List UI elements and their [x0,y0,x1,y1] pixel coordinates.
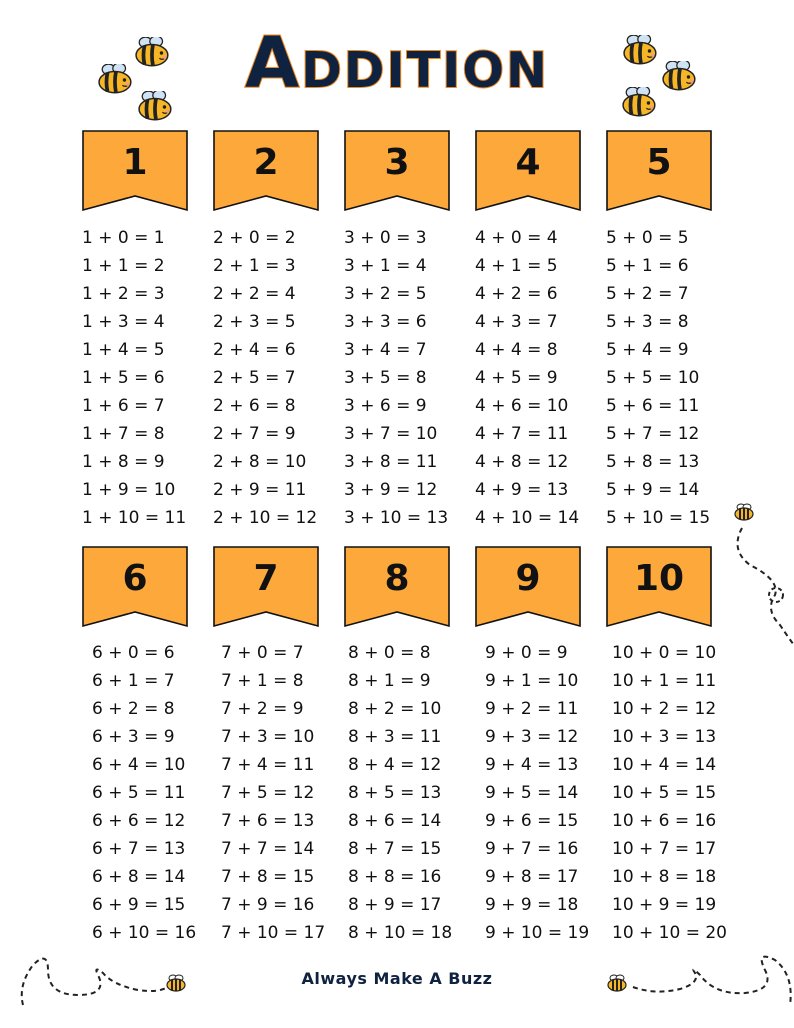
addition-fact: 3 + 10 = 13 [344,508,449,528]
addition-fact: 6 + 5 = 11 [92,783,186,803]
addition-fact: 9 + 10 = 19 [485,923,590,943]
number-banner [82,546,188,628]
fact-column-3 [344,130,474,532]
fact-list [344,224,474,532]
addition-fact: 3 + 6 = 9 [344,396,427,416]
addition-fact: 2 + 10 = 12 [213,508,318,528]
number-banner [82,130,188,212]
addition-fact: 1 + 2 = 3 [82,284,165,304]
addition-fact: 7 + 4 = 11 [221,755,315,775]
addition-fact: 5 + 4 = 9 [606,340,689,360]
addition-fact: 4 + 8 = 12 [475,452,569,472]
addition-fact: 9 + 5 = 14 [485,783,579,803]
addition-fact: 7 + 5 = 12 [221,783,315,803]
fact-column-2 [213,130,343,532]
addition-fact: 4 + 3 = 7 [475,312,558,332]
addition-fact: 6 + 2 = 8 [92,699,175,719]
addition-fact: 6 + 7 = 13 [92,839,186,859]
addition-fact: 5 + 1 = 6 [606,256,689,276]
addition-fact: 6 + 10 = 16 [92,923,197,943]
addition-fact: 1 + 3 = 4 [82,312,165,332]
addition-fact: 7 + 9 = 16 [221,895,315,915]
banner-number: 1 [122,142,148,183]
addition-fact: 4 + 0 = 4 [475,228,558,248]
addition-fact: 8 + 2 = 10 [348,699,442,719]
addition-fact: 8 + 0 = 8 [348,643,431,663]
addition-fact: 9 + 7 = 16 [485,839,579,859]
addition-fact: 7 + 7 = 14 [221,839,315,859]
bee-icon [98,64,134,96]
page-title: Addition [244,22,550,104]
addition-fact: 7 + 3 = 10 [221,727,315,747]
addition-fact: 1 + 6 = 7 [82,396,165,416]
addition-fact: 4 + 6 = 10 [475,396,569,416]
addition-fact: 6 + 9 = 15 [92,895,186,915]
number-banner [606,130,712,212]
addition-fact: 5 + 9 = 14 [606,480,700,500]
addition-fact: 2 + 5 = 7 [213,368,296,388]
addition-fact: 9 + 4 = 13 [485,755,579,775]
addition-fact: 1 + 4 = 5 [82,340,165,360]
bee-icon [135,37,171,69]
addition-fact: 4 + 2 = 6 [475,284,558,304]
addition-fact: 9 + 3 = 12 [485,727,579,747]
addition-fact: 7 + 0 = 7 [221,643,304,663]
addition-fact: 1 + 0 = 1 [82,228,165,248]
addition-fact: 5 + 3 = 8 [606,312,689,332]
number-banner [475,546,581,628]
addition-fact: 7 + 8 = 15 [221,867,315,887]
fact-column-1 [82,130,212,532]
addition-fact: 4 + 9 = 13 [475,480,569,500]
fact-list [606,639,736,947]
addition-fact: 4 + 5 = 9 [475,368,558,388]
number-banner [475,130,581,212]
addition-fact: 9 + 0 = 9 [485,643,568,663]
fact-list [82,639,212,947]
fact-list [475,224,605,532]
addition-fact: 10 + 0 = 10 [612,643,717,663]
addition-fact: 6 + 0 = 6 [92,643,175,663]
fact-column-4 [475,130,605,532]
addition-fact: 2 + 9 = 11 [213,480,307,500]
fact-column-5 [606,130,736,532]
number-banner [213,546,319,628]
bee-icon [138,91,174,123]
fact-list [606,224,736,532]
fact-column-9 [475,546,605,947]
addition-fact: 6 + 1 = 7 [92,671,175,691]
bee-icon [662,61,698,93]
number-banner [344,130,450,212]
fact-list [344,639,474,947]
fact-list [475,639,605,947]
fact-list [213,224,343,532]
addition-fact: 8 + 1 = 9 [348,671,431,691]
addition-fact: 6 + 8 = 14 [92,867,186,887]
addition-fact: 1 + 8 = 9 [82,452,165,472]
addition-fact: 9 + 1 = 10 [485,671,579,691]
addition-fact: 5 + 8 = 13 [606,452,700,472]
addition-fact: 9 + 9 = 18 [485,895,579,915]
banner-number: 6 [122,558,148,599]
bee-icon [622,87,658,119]
addition-fact: 9 + 2 = 11 [485,699,579,719]
addition-fact: 1 + 1 = 2 [82,256,165,276]
addition-fact: 9 + 8 = 17 [485,867,579,887]
addition-fact: 6 + 3 = 9 [92,727,175,747]
banner-number: 2 [253,142,279,183]
fact-column-8 [344,546,474,947]
addition-fact: 2 + 8 = 10 [213,452,307,472]
addition-fact: 2 + 2 = 4 [213,284,296,304]
addition-fact: 3 + 1 = 4 [344,256,427,276]
banner-number: 7 [253,558,279,599]
banner-number: 9 [515,558,541,599]
addition-fact: 2 + 1 = 3 [213,256,296,276]
banner-number: 10 [633,558,685,599]
addition-fact: 4 + 4 = 8 [475,340,558,360]
addition-fact: 3 + 9 = 12 [344,480,438,500]
number-banner [213,130,319,212]
addition-fact: 7 + 2 = 9 [221,699,304,719]
addition-fact: 1 + 7 = 8 [82,424,165,444]
addition-fact: 8 + 5 = 13 [348,783,442,803]
addition-fact: 5 + 0 = 5 [606,228,689,248]
addition-fact: 10 + 7 = 17 [612,839,717,859]
addition-fact: 8 + 10 = 18 [348,923,453,943]
addition-fact: 10 + 8 = 18 [612,867,717,887]
addition-fact: 3 + 3 = 6 [344,312,427,332]
number-banner [344,546,450,628]
addition-fact: 9 + 6 = 15 [485,811,579,831]
fact-column-10 [606,546,736,947]
addition-fact: 6 + 4 = 10 [92,755,186,775]
addition-fact: 1 + 5 = 6 [82,368,165,388]
fact-list [213,639,343,947]
addition-fact: 3 + 4 = 7 [344,340,427,360]
addition-fact: 5 + 5 = 10 [606,368,700,388]
addition-fact: 10 + 1 = 11 [612,671,717,691]
addition-fact: 8 + 6 = 14 [348,811,442,831]
addition-fact: 4 + 7 = 11 [475,424,569,444]
bee-icon [623,35,659,67]
fact-column-7 [213,546,343,947]
addition-fact: 4 + 1 = 5 [475,256,558,276]
addition-fact: 10 + 5 = 15 [612,783,717,803]
addition-fact: 5 + 2 = 7 [606,284,689,304]
addition-fact: 10 + 3 = 13 [612,727,717,747]
addition-fact: 8 + 8 = 16 [348,867,442,887]
addition-fact: 7 + 10 = 17 [221,923,326,943]
addition-fact: 10 + 9 = 19 [612,895,717,915]
addition-fact: 6 + 6 = 12 [92,811,186,831]
addition-fact: 7 + 6 = 13 [221,811,315,831]
footer-brand: Always Make A Buzz [301,969,493,988]
addition-fact: 10 + 6 = 16 [612,811,717,831]
banner-number: 8 [384,558,410,599]
addition-fact: 5 + 6 = 11 [606,396,700,416]
addition-fact: 3 + 5 = 8 [344,368,427,388]
addition-fact: 10 + 4 = 14 [612,755,717,775]
banner-number: 3 [384,142,410,183]
addition-fact: 2 + 4 = 6 [213,340,296,360]
addition-fact: 10 + 10 = 20 [612,923,727,943]
addition-fact: 2 + 6 = 8 [213,396,296,416]
addition-fact: 8 + 4 = 12 [348,755,442,775]
fact-column-6 [82,546,212,947]
addition-fact: 2 + 3 = 5 [213,312,296,332]
number-banner [606,546,712,628]
addition-fact: 5 + 7 = 12 [606,424,700,444]
addition-fact: 8 + 9 = 17 [348,895,442,915]
banner-number: 5 [646,142,672,183]
addition-fact: 2 + 7 = 9 [213,424,296,444]
addition-fact: 3 + 2 = 5 [344,284,427,304]
addition-fact: 2 + 0 = 2 [213,228,296,248]
banner-number: 4 [515,142,541,183]
addition-fact: 7 + 1 = 8 [221,671,304,691]
addition-fact: 3 + 8 = 11 [344,452,438,472]
fact-list [82,224,212,532]
addition-fact: 3 + 0 = 3 [344,228,427,248]
addition-fact: 8 + 7 = 15 [348,839,442,859]
addition-fact: 3 + 7 = 10 [344,424,438,444]
addition-fact: 8 + 3 = 11 [348,727,442,747]
addition-fact: 1 + 10 = 11 [82,508,187,528]
addition-fact: 1 + 9 = 10 [82,480,176,500]
addition-fact: 5 + 10 = 15 [606,508,711,528]
addition-fact: 10 + 2 = 12 [612,699,717,719]
addition-fact: 4 + 10 = 14 [475,508,580,528]
